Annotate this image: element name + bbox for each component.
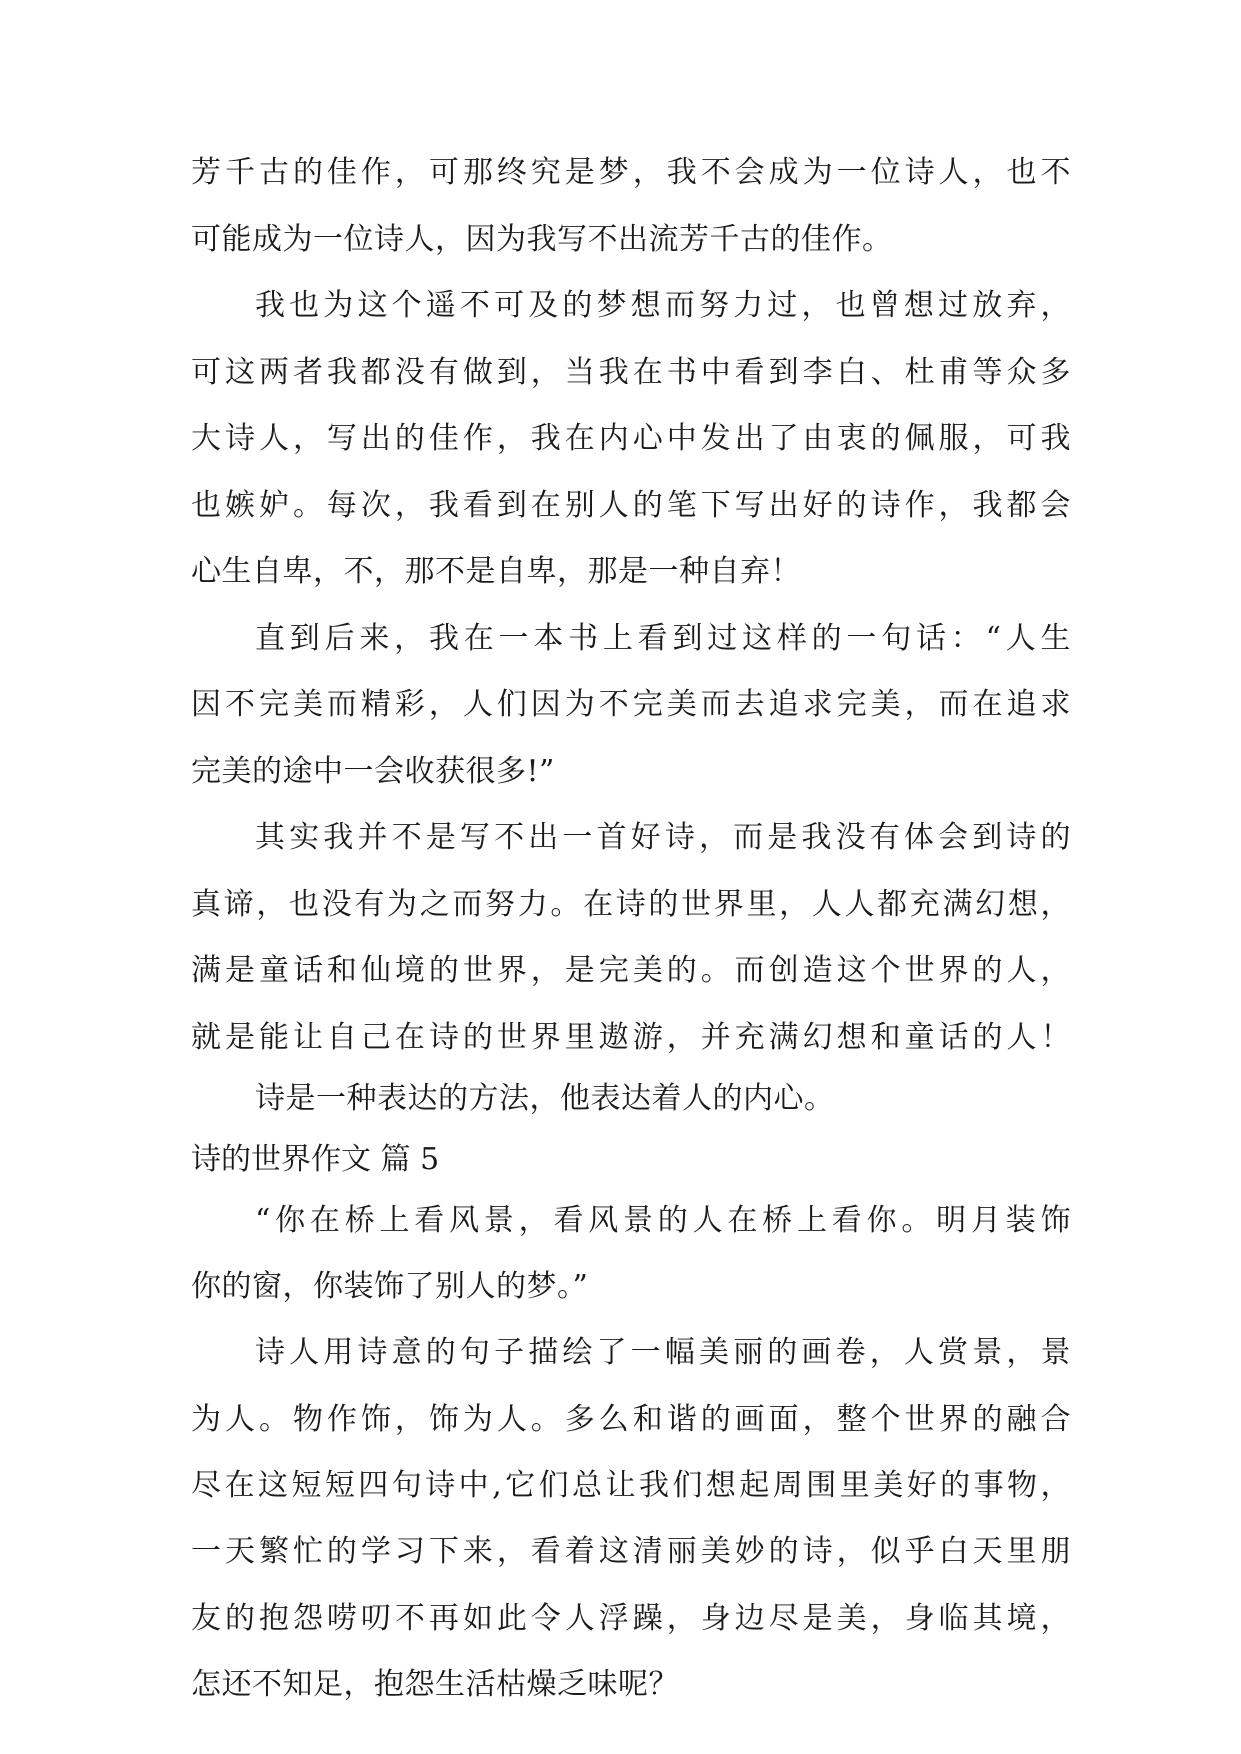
text-line: 就是能让自己在诗的世界里遨游，并充满幻想和童话的人！ (191, 1020, 1071, 1055)
text-line: 直到后来，我在一本书上看到过这样的一句话：“人生 (255, 621, 1071, 656)
text-line: 心生自卑，不，那不是自卑，那是一种自弃！ (191, 554, 801, 589)
text-line: 因不完美而精彩，人们因为不完美而去追求完美，而在追求 (191, 687, 1071, 722)
text-line: 友的抱怨唠叨不再如此令人浮躁，身边尽是美，身临其境， (191, 1601, 1071, 1636)
text-line: 可能成为一位诗人，因为我写不出流芳千古的佳作。 (191, 222, 893, 257)
text-line: 诗人用诗意的句子描绘了一幅美丽的画卷，人赏景，景 (255, 1335, 1071, 1370)
text-line: 可这两者我都没有做到，当我在书中看到李白、杜甫等众多 (191, 355, 1071, 390)
text-line: 一天繁忙的学习下来，看着这清丽美妙的诗，似乎白天里朋 (191, 1534, 1071, 1569)
text-line: 其实我并不是写不出一首好诗，而是我没有体会到诗的 (255, 820, 1071, 855)
text-line: 完美的途中一会收获很多!” (191, 754, 555, 789)
text-line: 芳千古的佳作，可那终究是梦，我不会成为一位诗人，也不 (191, 155, 1071, 190)
text-line: 诗是一种表达的方法，他表达着人的内心。 (255, 1081, 835, 1116)
text-line: 我也为这个遥不可及的梦想而努力过，也曾想过放弃， (255, 288, 1071, 323)
text-line: 也嫉妒。每次，我看到在别人的笔下写出好的诗作，我都会 (191, 488, 1071, 523)
text-line: 满是童话和仙境的世界，是完美的。而创造这个世界的人， (191, 953, 1071, 988)
text-line: 你的窗，你装饰了别人的梦。” (191, 1269, 589, 1304)
text-line: 大诗人，写出的佳作，我在内心中发出了由衷的佩服，可我 (191, 421, 1071, 456)
section-heading: 诗的世界作文 篇 5 (191, 1142, 440, 1177)
text-line: “你在桥上看风景，看风景的人在桥上看你。明月装饰 (255, 1203, 1071, 1238)
text-line: 真谛，也没有为之而努力。在诗的世界里，人人都充满幻想， (191, 887, 1071, 922)
text-line: 尽在这短短四句诗中,它们总让我们想起周围里美好的事物， (191, 1468, 1071, 1503)
text-line: 为人。物作饰，饰为人。多么和谐的画面，整个世界的融合 (191, 1402, 1071, 1437)
text-line: 怎还不知足，抱怨生活枯燥乏味呢？ (191, 1667, 679, 1702)
